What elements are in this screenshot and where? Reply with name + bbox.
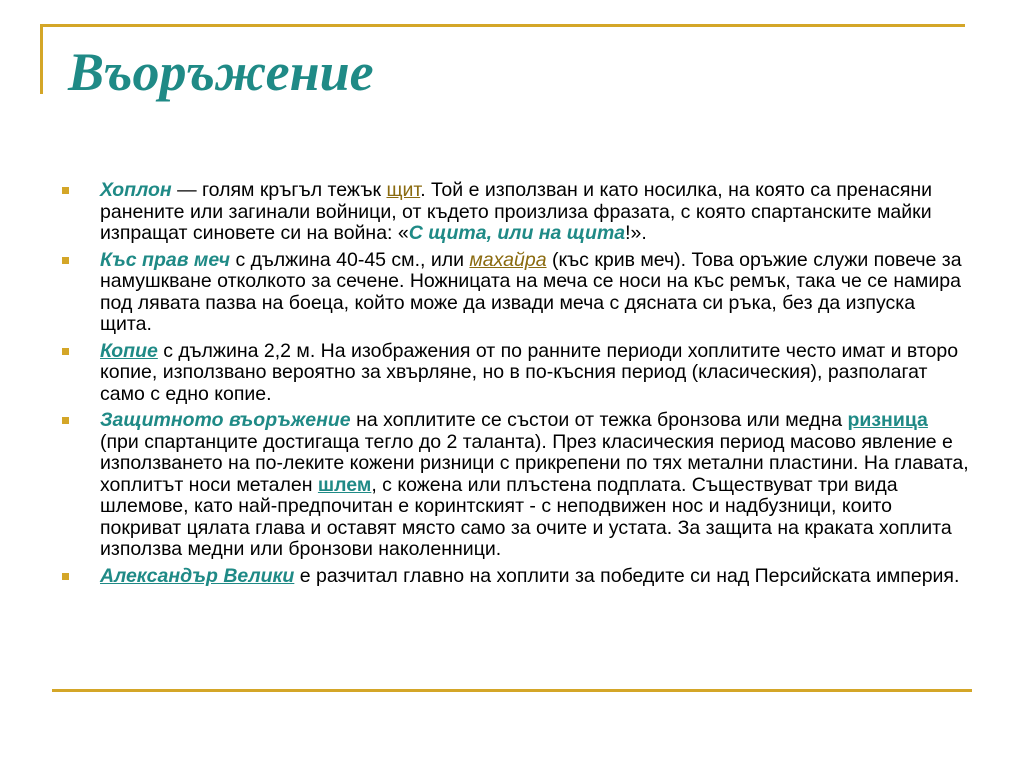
bullet-square-icon xyxy=(62,573,69,580)
term-hoplon: Хоплон xyxy=(100,179,172,201)
frame-top-line xyxy=(40,24,965,27)
text: , с кожена или плъстена подплата. Съществуват три вида шлемове, като най-предпочитан е коринтският - с неподвижен нос и надбузници, които покриват цялата глава и оставят място само за очите и устата. За защита на краката хоплита използва медни или бронзови наколенници. xyxy=(100,473,952,560)
frame-bottom-line xyxy=(52,689,972,692)
link-spear[interactable]: Копие xyxy=(100,339,158,362)
text: (при спартанците достигаща тегло до 2 таланта). През класическия период масово явление е използването на по-леките кожени ризници с прикрепени по тях метални пластини. На главата, хоплитът носи метален xyxy=(100,430,969,496)
link-helmet[interactable]: шлем xyxy=(317,473,372,496)
bullet-item-spear xyxy=(62,341,972,406)
bullet-item-armor xyxy=(62,410,972,561)
text: на хоплитите се състои от тежка бронзова или медна xyxy=(350,409,848,431)
bullet-square-icon xyxy=(62,417,69,424)
frame-left-line xyxy=(40,24,43,94)
bullet-square-icon xyxy=(62,187,69,194)
bullet-square-icon xyxy=(62,257,69,264)
link-shield[interactable]: щит xyxy=(386,179,421,201)
text: е разчитал главно на хоплити за победите си над Персийската империя. xyxy=(294,564,960,587)
bullet-item-sword xyxy=(62,250,972,336)
bullet-square-icon xyxy=(62,348,69,355)
quote-phrase: С щита, или на щита xyxy=(408,222,626,244)
text: с дължина 2,2 м. На изображения от по ранните периоди хоплитите често имат и второ копие, използвано вероятно за хвърляне, но в по-късния период (класическия), разполагат само с едно копие. xyxy=(100,339,959,405)
link-alexander[interactable]: Александър Велики xyxy=(100,564,295,587)
link-cuirass[interactable]: ризница xyxy=(847,409,928,431)
bullet-list xyxy=(62,180,972,592)
text: . Той е използван и като носилка, на която са пренасяни ранените или загинали войници, от където произлиза фразата, с която спартанските майки изпращат синовете си на война: « xyxy=(100,179,933,244)
term-armor: Защитното въоръжение xyxy=(100,409,351,431)
slide-title: Въоръжение xyxy=(68,42,374,102)
text: — голям кръгъл тежък xyxy=(171,179,387,201)
text: (къс крив меч). Това оръжие служи повече за намушкване отколкото за сечене. Ножницата на меча се носи на къс ремък, така че се намира под лявата пазва на боеца, който може да извади меча с дясната си ръка, без да изпуска щита. xyxy=(100,248,962,335)
text: с дължина 40-45 см., или xyxy=(230,248,470,271)
term-short-sword: Къс прав меч xyxy=(100,248,231,271)
bullet-item-alexander xyxy=(62,566,972,588)
text: !». xyxy=(625,222,647,244)
bullet-item-hoplon xyxy=(62,180,972,245)
link-machaira[interactable]: махайра xyxy=(469,248,547,271)
